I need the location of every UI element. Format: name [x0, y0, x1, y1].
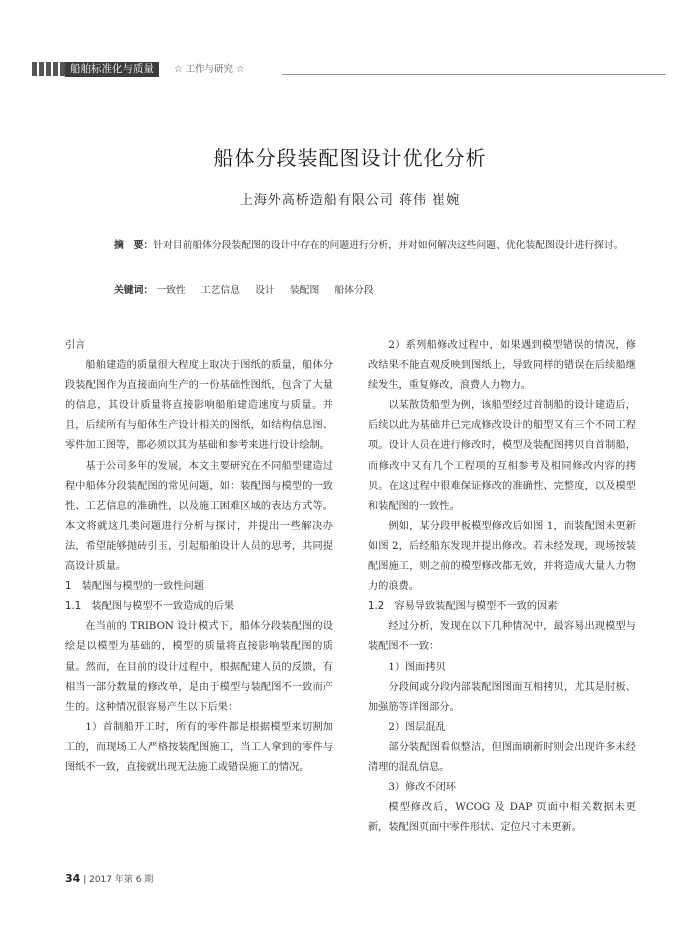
keyword: 一致性	[156, 285, 186, 296]
article-authors: 上海外高桥造船有限公司 蒋伟 崔婉	[239, 193, 461, 208]
body-paragraph: 例如，某分段甲板模型修改后如图 1，而装配图未更新如图 2，后经船东发现并提出修改。若未经发现，现场按装配图施工，则之前的模型修改都无效，并将造成大量人力物力的浪费。	[368, 520, 636, 593]
footer-separator: |	[83, 875, 90, 885]
section-heading: 1.2 容易导致装配图与模型不一致的因素	[368, 601, 558, 613]
header-stripes	[32, 62, 65, 76]
keyword: 工艺信息	[200, 285, 241, 296]
body-paragraph: 1）图面拷贝	[388, 661, 446, 673]
article-title: 船体分段装配图设计优化分析	[213, 146, 487, 170]
abstract	[78, 236, 633, 256]
right-column	[368, 336, 636, 838]
keywords-label: 关键词：	[114, 285, 154, 296]
journal-issue: 2017 年第 6 期	[89, 875, 154, 885]
body-paragraph: 部分装配图看似整洁，但图面刷新时则会出现许多未经清理的混乱信息。	[368, 741, 636, 773]
abstract-label: 摘 要：	[114, 240, 154, 251]
page-footer	[65, 872, 153, 885]
section-heading: 1.1 装配图与模型不一致造成的后果	[65, 601, 235, 613]
body-paragraph: 经过分析，发现在以下几种情况中，最容易出现模型与装配图不一致：	[368, 621, 636, 653]
keywords	[114, 282, 386, 296]
page-number: 34	[65, 872, 81, 885]
abstract-text: 针对目前船体分段装配图的设计中存在的问题进行分析，并对如何解决这些问题、优化装配图设计进行探讨。	[153, 240, 624, 251]
keyword: 装配图	[289, 285, 320, 296]
body-paragraph: 基于公司多年的发展，本文主要研究在不同船型建造过程中船体分段装配图的常见问题，如：装配图与模型的一致性、工艺信息的准确性，以及施工困难区域的表达方式等。本文将就这几类问题进行分析与探讨，并提出一些解决办法，希望能够抛砖引玉，引起船舶设计人员的思考，共同提高设计质量。	[65, 460, 333, 573]
keyword: 设计	[255, 285, 275, 296]
running-header	[32, 62, 666, 78]
header-rule	[282, 74, 666, 75]
body-paragraph: 3）修改不闭环	[388, 782, 456, 794]
section-heading: 引言	[65, 340, 86, 351]
body-paragraph: 2）系列船修改过程中，如果遇到模型错误的情况，修改结果不能直观反映到图纸上，导致同样的错误在后续船继续发生，重复修改，浪费人力物力。	[368, 340, 636, 392]
left-column	[65, 336, 333, 778]
body-paragraph: 分段间或分段内部装配图图面互相拷贝，尤其是肘板、加强筋等详图部分。	[368, 681, 636, 713]
body-paragraph: 船舶建造的质量很大程度上取决于图纸的质量，船体分段装配图作为直接面向生产的一份基础性图纸，包含了大量的信息，其设计质量将直接影响船舶建造速度与质量。并且，后续所有与船体生产设计相关的图纸，如结构信息图、零件加工图等，都必须以其为基础和参考来进行设计绘制。	[65, 360, 333, 452]
body-paragraph: 1）首制船开工时，所有的零件都是根据模型来切割加工的，而现场工人严格按装配图施工，当工人拿到的零件与图纸不一致，直接就出现无法施工或错误施工的情况。	[65, 721, 333, 773]
keyword: 船体分段	[334, 285, 374, 296]
section-heading: 1 装配图与模型的一致性问题	[65, 581, 204, 593]
body-paragraph: 在当前的 TRIBON 设计模式下，船体分段装配图的设绘是以模型为基础的，模型的质量将直接影响装配图的质量。然而，在目前的设计过程中，根据配建人员的反馈，有相当一部分数量的修改单，是由于模型与装配图不一致而产生的。这种情况很容易产生以下后果：	[65, 621, 333, 713]
body-paragraph: 以某散货船型为例，该船型经过首制船的设计建造后，后续以此为基础并已完成修改设计的船型又有三个不同工程项。设计人员在进行修改时，模型及装配图拷贝自首制船，而修改中又有几个工程项的互相参考及相同修改内容的拷贝。在这过程中很难保证修改的准确性、完整度，以及模型和装配图的一致性。	[368, 400, 636, 512]
body-paragraph: 2）图层混乱	[388, 721, 446, 733]
section-subtitle: ☆ 工作与研究 ☆	[174, 64, 245, 75]
body-paragraph: 模型修改后，WCOG 及 DAP 页面中相关数据未更新，装配图页面中零件形状、定位尺寸未更新。	[368, 802, 636, 834]
section-tag: 船舶标准化与质量	[65, 62, 159, 77]
